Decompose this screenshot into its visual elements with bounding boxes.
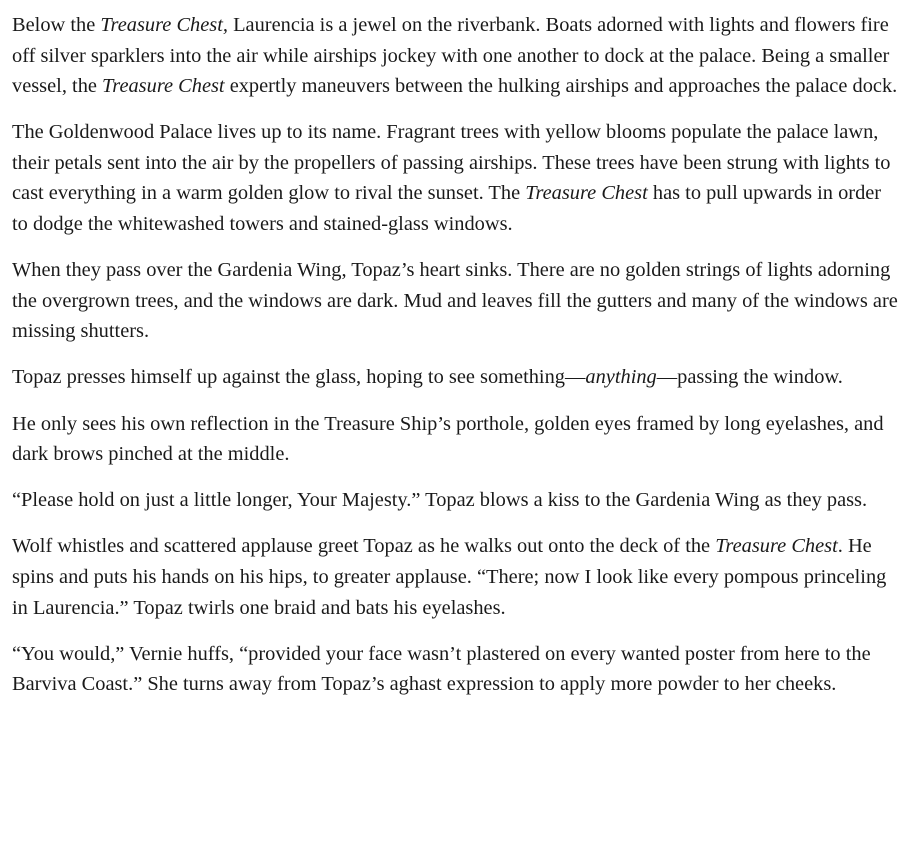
text-run: . He spins and puts his hands on his hips, to greater applause. “There; now I look like every pompous princeling in Laurencia.” Topaz twirls one braid and bats his eyelashes. bbox=[12, 535, 887, 619]
paragraph bbox=[12, 117, 901, 239]
paragraph bbox=[12, 255, 901, 347]
italic-title: Treasure Chest, bbox=[100, 14, 228, 36]
paragraph bbox=[12, 531, 901, 623]
paragraph bbox=[12, 485, 901, 516]
paragraph bbox=[12, 409, 901, 470]
italic-title: Treasure Chest bbox=[715, 535, 838, 558]
text-run: has to pull upwards in order to dodge the whitewashed towers and stained-glass windows. bbox=[12, 182, 882, 236]
text-run: Wolf whistles and scattered applause greet Topaz as he walks out onto the deck of the bbox=[12, 535, 716, 558]
paragraph bbox=[12, 639, 901, 700]
text-run: Below the bbox=[12, 14, 101, 36]
paragraph bbox=[12, 10, 901, 102]
text-run: expertly maneuvers between the hulking airships and approaches the palace dock. bbox=[224, 75, 898, 98]
text-run: He only sees his own reflection in the Treasure Ship’s porthole, golden eyes framed by long eyelashes, and dark brows pinched at the middle. bbox=[12, 412, 884, 466]
paragraph bbox=[12, 362, 901, 393]
italic-title: Treasure Chest bbox=[525, 182, 648, 205]
text-run: —passing the window. bbox=[656, 366, 843, 389]
text-run: Topaz presses himself up against the glass, hoping to see something— bbox=[12, 366, 586, 389]
italic-emphasis: anything bbox=[585, 366, 657, 389]
text-run: Laurencia is a jewel on the riverbank. Boats adorned with lights and flowers fire off silver sparklers into the air while airships jockey with one another to dock at the palace. Being a smaller vessel, the bbox=[12, 14, 890, 98]
text-run: “You would,” Vernie huffs, “provided your face wasn’t plastered on every wanted poster from here to the Barviva Coast.” She turns away from Topaz’s aghast expression to apply more powder to her cheeks. bbox=[12, 642, 871, 696]
text-run: When they pass over the Gardenia Wing, Topaz’s heart sinks. There are no golden strings of lights adorning the overgrown trees, and the windows are dark. Mud and leaves fill the gutters and many of the windows are missing shutters. bbox=[12, 259, 898, 343]
italic-title: Treasure Chest bbox=[102, 75, 225, 98]
text-run: “Please hold on just a little longer, Your Majesty.” Topaz blows a kiss to the Gardenia Wing as they pass. bbox=[12, 489, 868, 512]
text-run: The Goldenwood Palace lives up to its name. Fragrant trees with yellow blooms populate the palace lawn, their petals sent into the air by the propellers of passing airships. These trees have been strung with lights to cast everything in a warm golden glow to rival the sunset. The bbox=[12, 121, 891, 205]
